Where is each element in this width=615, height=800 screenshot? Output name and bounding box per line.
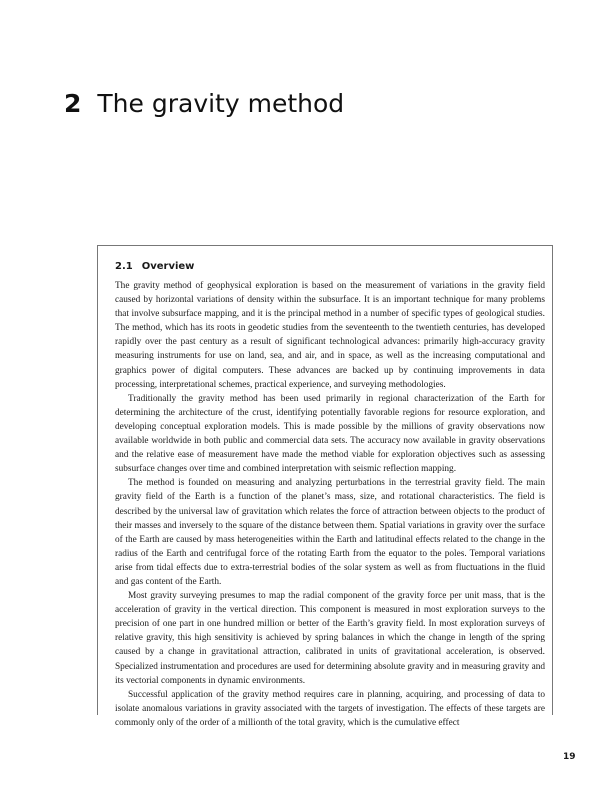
paragraph: Most gravity surveying presumes to map the radial component of the gravity force per unit mass, that is the acceleration of gravity in the vertical direction. This component is measured in most exploration surveys to the precision of one part in one hundred million or better of the Earth’s gravity field. In most exploration surveys of relative gravity, this high sensitivity is achieved by spring balances in which the change in length of the spring caused by a change in gravitational attraction, calibrated in units of gravitational acceleration, is observed. Specialized instrumentation and procedures are used for determining absolute gravity and in measuring gravity and its vectorial components in dynamic environments. (115, 591, 545, 686)
section-number: 2.1 (115, 261, 133, 272)
paragraph: Successful application of the gravity method requires care in planning, acquiring, and processing of data to isolate anomalous variations in gravity associated with the targets of investigation. The effects of these targets are commonly only of the order of a millionth of the total gravity, which is the cumulative effect (115, 689, 545, 728)
chapter-number: 2 (64, 89, 82, 118)
paragraph: Traditionally the gravity method has been used primarily in regional characterization of the Earth for determining the architecture of the crust, identifying potentially favorable regions for resource exploration, and developing conceptual exploration models. This is made possible by the millions of gravity observations now available worldwide in both public and commercial data sets. The accuracy now available in gravity observations and the relative ease of measurement have made the method viable for exploration objectives such as assessing subsurface changes over time and combined interpretation with seismic reflection mapping. (115, 393, 545, 475)
paragraph: The method is founded on measuring and analyzing perturbations in the terrestrial gravity field. The main gravity field of the Earth is a function of the planet’s mass, size, and rotational characteristics. The field is described by the universal law of gravitation which relates the force of attraction between objects to the product of their masses and inversely to the square of the distance between them. Spatial variations in gravity over the surface of the Earth are caused by mass heterogeneities within the Earth and latitudinal effects related to the change in the radius of the Earth and centrifugal force of the rotating Earth from the equator to the poles. Temporal variations arise from tidal effects due to extra-terrestrial bodies of the solar system as well as from fluctuations in the fluid and gas content of the Earth. (115, 478, 545, 587)
section-title: Overview (141, 261, 195, 272)
section-heading (115, 260, 194, 274)
page-number: 19 (563, 752, 576, 762)
body-text (115, 279, 545, 730)
chapter-title: The gravity method (97, 89, 345, 118)
chapter-heading (64, 88, 344, 120)
paragraph: The gravity method of geophysical exploration is based on the measurement of variations in the gravity field caused by horizontal variations of density within the subsurface. It is an important technique for many problems that involve subsurface mapping, and it is the principal method in a number of specific types of geological studies. The method, which has its roots in geodetic studies from the seventeenth to the twentieth centuries, has developed rapidly over the past century as a result of significant technological advances: primarily high-accuracy gravity measuring instruments for use on land, sea, and air, and in space, as well as the increasing computational and graphics power of digital computers. These advances are backed up by continuing improvements in data processing, interpretational schemes, practical experience, and surveying methodologies. (115, 281, 545, 390)
